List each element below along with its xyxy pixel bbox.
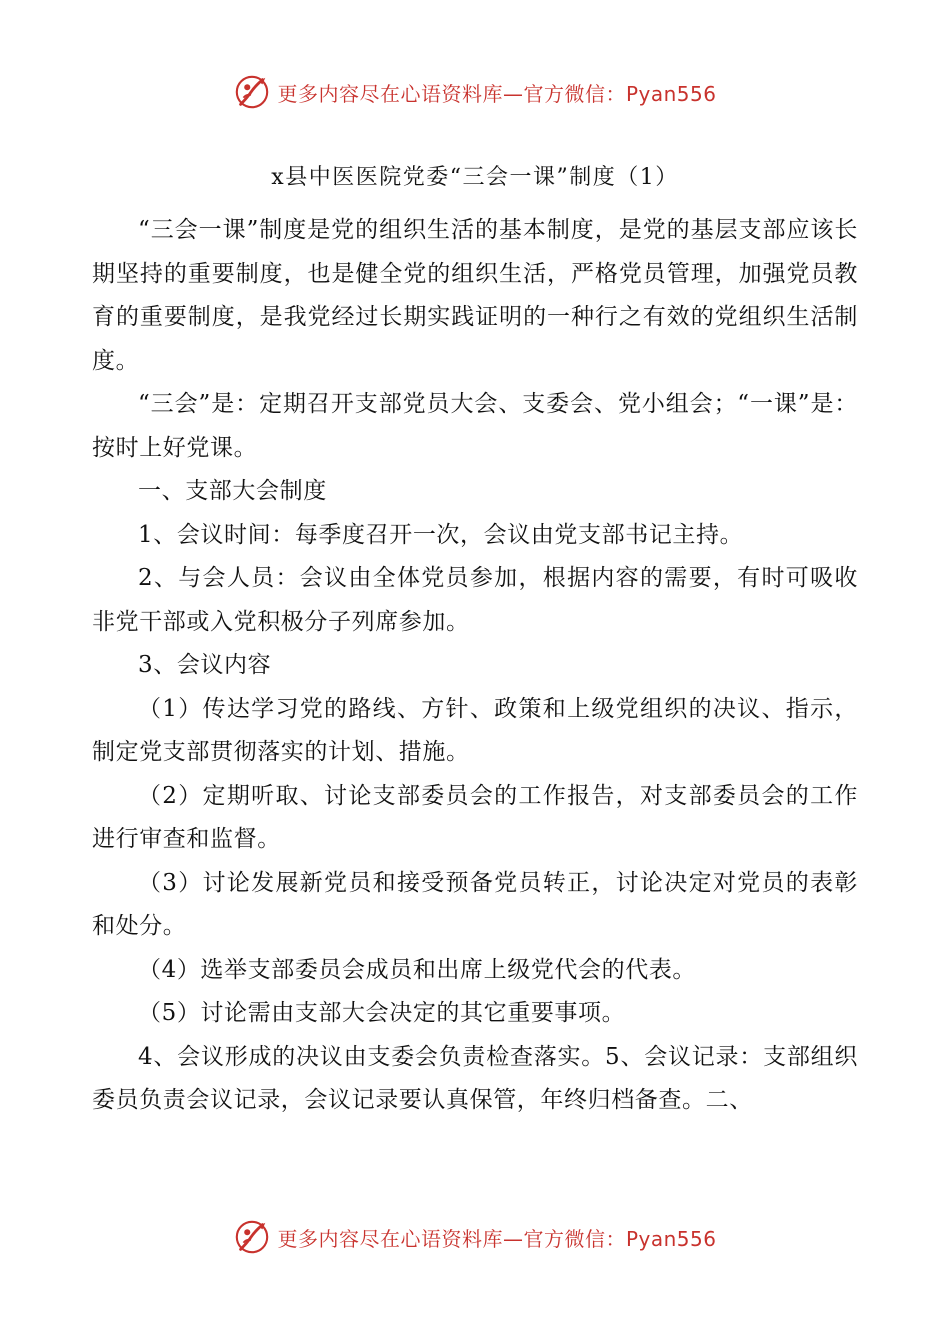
paragraph: “三会”是：定期召开支部党员大会、支委会、党小组会；“一课”是：按时上好党课。	[92, 391, 858, 461]
paragraph: （2）定期听取、讨论支部委员会的工作报告，对支部委员会的工作进行审查和监督。	[92, 782, 858, 852]
header-banner	[0, 70, 950, 114]
paragraph: （3）讨论发展新党员和接受预备党员转正，讨论决定对党员的表彰和处分。	[92, 869, 858, 939]
paragraph: “三会一课”制度是党的组织生活的基本制度，是党的基层支部应该长期坚持的重要制度，也是健全党的组织生活，严格党员管理，加强党员教育的重要制度，是我党经过长期实践证明的一种行之有效的党组织生活制度。	[92, 217, 858, 374]
banner-text: 更多内容尽在心语资料库—官方微信：Pyan556	[277, 1226, 717, 1251]
document-title: x县中医医院党委“三会一课”制度（1）	[271, 165, 679, 190]
paragraph: （5）讨论需由支部大会决定的其它重要事项。	[138, 1000, 626, 1026]
paragraph: 1、会议时间：每季度召开一次，会议由党支部书记主持。	[138, 521, 744, 548]
paragraph: 3、会议内容	[138, 652, 272, 678]
banner-text: 更多内容尽在心语资料库—官方微信：Pyan556	[277, 81, 717, 106]
paragraph: （4）选举支部委员会成员和出席上级党代会的代表。	[138, 956, 697, 983]
paragraph: （1）传达学习党的路线、方针、政策和上级党组织的决议、指示，制定党支部贯彻落实的计划、措施。	[92, 695, 858, 765]
footer-banner	[0, 1215, 950, 1259]
pen-writer-logo-icon	[233, 73, 271, 111]
section-heading: 一、支部大会制度	[138, 478, 327, 504]
pen-writer-logo-icon	[233, 1218, 271, 1256]
document-body	[92, 209, 858, 1123]
paragraph: 4、会议形成的决议由支委会负责检查落实。5、会议记录：支部组织委员负责会议记录，会议记录要认真保管，年终归档备查。二、	[92, 1043, 858, 1113]
paragraph: 2、与会人员：会议由全体党员参加，根据内容的需要，有时可吸收非党干部或入党积极分子列席参加。	[92, 565, 858, 635]
